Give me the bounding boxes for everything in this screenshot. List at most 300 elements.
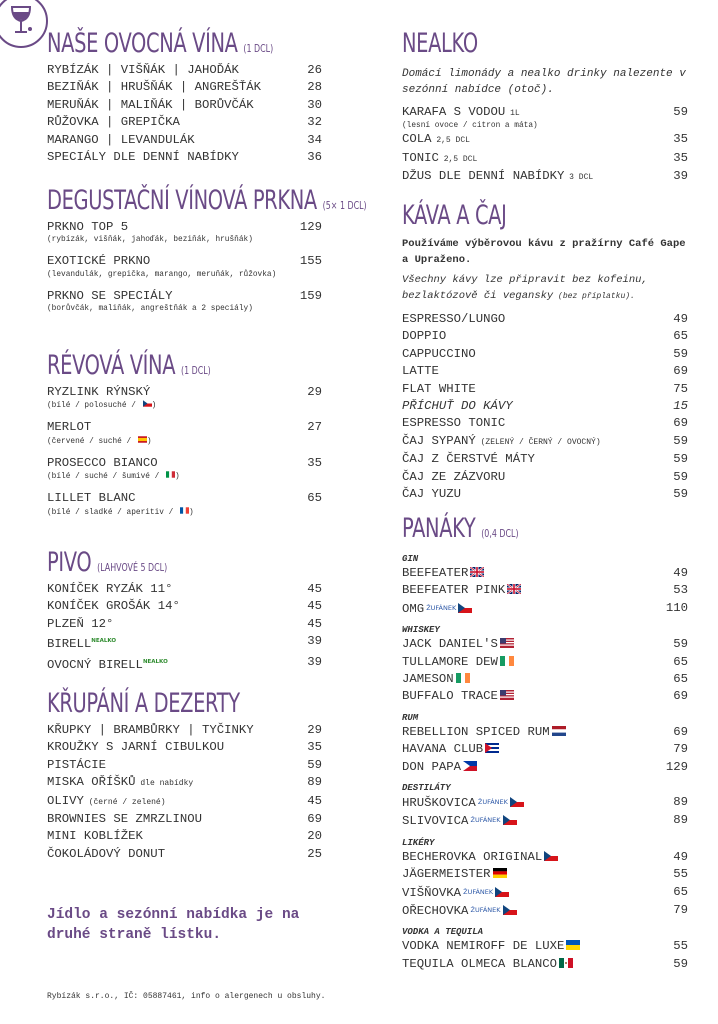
shot-category: RUM: [402, 712, 419, 723]
item-row: [402, 150, 688, 168]
item-price: 53: [673, 583, 688, 598]
shot-group: [402, 724, 688, 776]
item-price: 69: [307, 812, 322, 827]
item-price: 55: [673, 867, 688, 882]
item-price: 15: [673, 399, 688, 414]
section-title: PANÁKY (0,4 DCL): [402, 513, 519, 544]
menu-item: [402, 812, 688, 830]
item-row: [402, 724, 688, 741]
item-price: 59: [673, 637, 688, 652]
item-row: [402, 884, 688, 902]
item-note: (černé / zelené): [83, 797, 166, 807]
item-name: MISKA OŘÍŠKŮ: [47, 775, 136, 790]
item-name: KROUŽKY S JARNÍ CIBULKOU: [47, 740, 225, 755]
food-note: Jídlo a sezónní nabídka je na druhé straně lístku.: [47, 907, 300, 943]
item-price: 34: [307, 132, 322, 147]
flag-cz-icon: [458, 603, 472, 613]
menu-item: [47, 722, 322, 739]
menu-item: [47, 455, 322, 482]
item-description: (červené / suché / ): [47, 437, 152, 446]
menu-item: [402, 671, 688, 688]
flag-ua-icon: [566, 940, 580, 950]
item-row: [47, 739, 322, 756]
item-name: ČAJ ZE ZÁZVORU: [402, 469, 506, 484]
item-row: [402, 328, 688, 345]
item-row: [402, 902, 688, 920]
item-size: (ZELENÝ / ČERNÝ / OVOCNÝ): [475, 437, 601, 447]
flag-cz-icon: [510, 797, 524, 807]
item-price: 45: [307, 582, 322, 596]
item-row: [47, 384, 322, 401]
menu-item: [47, 79, 322, 96]
flag-ph-icon: [463, 761, 477, 771]
item-row: [402, 398, 688, 415]
item-name: TEQUILA OLMECA BLANCO: [402, 956, 557, 971]
menu-item: [402, 866, 688, 883]
item-name: RYZLINK RÝNSKÝ: [47, 385, 151, 399]
flag-us-icon: [500, 690, 514, 700]
menu-item: [402, 902, 688, 920]
menu-item: [47, 846, 322, 863]
section-intro: Domácí limonády a nealko drinky nalezente v sezónní nabídce (otoč).: [402, 68, 686, 96]
item-price: 27: [307, 420, 322, 435]
item-row: [47, 616, 322, 633]
item-row: [47, 114, 322, 131]
item-price: 35: [307, 740, 322, 755]
wine-glass-icon: [8, 5, 34, 35]
item-description: (lesní ovoce / citron a máta): [402, 122, 538, 131]
flag-uk-icon: [470, 567, 484, 577]
wine-glass-logo: [0, 0, 48, 48]
item-size: 2,5 DCL: [431, 136, 470, 146]
nealko-badge: NEALKO: [91, 638, 117, 645]
item-row: [402, 938, 688, 955]
flag-uk-icon: [507, 584, 521, 594]
item-price: 39: [673, 169, 688, 184]
menu-item: [402, 328, 688, 345]
shot-category: DESTILÁTY: [402, 783, 451, 794]
menu-item: [402, 759, 688, 776]
item-name: BUFFALO TRACE: [402, 689, 498, 704]
item-row: [47, 633, 322, 654]
item-name: SPECIÁLY DLE DENNÍ NABÍDKY: [47, 150, 239, 165]
item-price: 36: [307, 150, 322, 165]
menu-item: [402, 884, 688, 902]
item-name: PŘÍCHUŤ DO KÁVY: [402, 399, 513, 414]
item-price: 45: [307, 599, 322, 614]
item-row: [402, 311, 688, 328]
coffee-roaster-note: Používáme výběrovou kávu z pražírny Café Gape a Upraženo.: [402, 238, 686, 266]
item-name: ČOKOLÁDOVÝ DONUT: [47, 846, 166, 861]
item-price: 49: [673, 312, 688, 326]
item-price: 49: [673, 566, 688, 580]
item-price: 59: [673, 452, 688, 467]
item-row: [402, 956, 688, 973]
shot-group: [402, 849, 688, 921]
item-row: [47, 253, 322, 270]
menu-item: [402, 104, 688, 131]
shot-group: [402, 565, 688, 618]
item-price: 89: [307, 775, 322, 790]
flag-cz-icon: [544, 851, 558, 861]
item-row: [402, 131, 688, 149]
item-name: REBELLION SPICED RUM: [402, 724, 550, 739]
section-shots: [402, 515, 688, 973]
item-price: 110: [665, 600, 688, 615]
item-price: 59: [673, 105, 688, 119]
section-title: NAŠE OVOCNÁ VÍNA (1 DCL): [47, 28, 274, 59]
section-title: RÉVOVÁ VÍNA (1 DCL): [47, 350, 211, 381]
flag-it-icon: [166, 471, 175, 478]
shot-group: [402, 794, 688, 831]
item-row: [402, 688, 688, 705]
item-price: 39: [307, 654, 322, 669]
producer-tag: ŽUFÁNEK: [461, 887, 494, 896]
item-name: KONÍČEK RYZÁK 11°: [47, 582, 173, 596]
menu-item: [47, 793, 322, 811]
item-row: [402, 582, 688, 599]
menu-item: [402, 582, 688, 599]
menu-item: [402, 150, 688, 168]
section-title: KÁVA A ČAJ: [402, 200, 507, 231]
item-name: MERUŇÁK | MALIŇÁK | BORŮVČÁK: [47, 97, 254, 112]
coffee-options-note: Všechny kávy lze připravit bez kofeinu, bezlaktózově či vegansky (bez příplatku).: [402, 274, 648, 302]
item-note: dle nabídky: [135, 779, 194, 789]
item-name: OVOCNÝ BIRELL: [47, 657, 143, 672]
shot-group: [402, 938, 688, 973]
flag-cz-icon: [143, 400, 152, 407]
item-row: [402, 168, 688, 186]
section-fruit-wines: [47, 30, 322, 166]
item-row: [47, 811, 322, 828]
item-row: [402, 849, 688, 866]
section-tasting-boards: [47, 185, 367, 322]
menu-item: [47, 97, 322, 114]
menu-item: [402, 415, 688, 432]
menu-item: [402, 469, 688, 486]
item-description: (levandulák, grepička, marango, meruňák, růžovka): [47, 270, 277, 279]
shot-category: GIN: [402, 554, 419, 564]
shot-category: VODKA A TEQUILA: [402, 927, 484, 938]
menu-item: [47, 739, 322, 756]
item-name: CAPPUCCINO: [402, 346, 476, 361]
menu-item: [402, 688, 688, 705]
item-row: [402, 415, 688, 432]
menu-item: [402, 363, 688, 380]
item-row: [47, 219, 322, 236]
item-name: LATTE: [402, 364, 439, 379]
item-name: KONÍČEK GROŠÁK 14°: [47, 599, 180, 614]
item-name: JAMESON: [402, 671, 454, 686]
menu-item: [47, 598, 322, 615]
item-price: 89: [673, 813, 688, 828]
menu-item: [47, 581, 322, 598]
item-price: 59: [673, 469, 688, 484]
menu-item: [47, 384, 322, 411]
section-title: KŘUPÁNÍ A DEZERTY: [47, 688, 240, 719]
item-price: 59: [307, 757, 322, 772]
menu-item: [402, 956, 688, 973]
item-row: [47, 419, 322, 436]
item-price: 32: [307, 115, 322, 130]
item-row: [402, 451, 688, 468]
item-row: [402, 433, 688, 451]
item-description: (rybízák, višňák, jahoďák, beziňák, hrušňák): [47, 236, 253, 245]
item-size: 2,5 DCL: [438, 154, 478, 164]
flag-us-icon: [500, 638, 514, 648]
flag-fr-icon: [180, 507, 189, 514]
item-price: 155: [299, 254, 322, 269]
menu-item: [402, 486, 688, 503]
item-row: [402, 469, 688, 486]
item-name: HAVANA CLUB: [402, 742, 484, 757]
item-price: 159: [299, 288, 322, 303]
producer-tag: ŽUFÁNEK: [424, 603, 457, 612]
item-name: PISTÁCIE: [47, 757, 107, 772]
beer-list: [47, 581, 322, 674]
item-row: [402, 866, 688, 883]
item-row: [47, 62, 322, 79]
item-price: 35: [673, 132, 688, 147]
flag-nl-icon: [552, 726, 566, 736]
menu-item: [47, 219, 322, 245]
flag-es-icon: [138, 436, 147, 443]
flag-ie-icon: [500, 656, 514, 666]
menu-item: [402, 654, 688, 671]
item-row: [402, 363, 688, 380]
item-name: PROSECCO BIANCO: [47, 455, 158, 470]
menu-item: [47, 616, 322, 633]
menu-item: [402, 381, 688, 398]
menu-item: [47, 490, 322, 517]
item-price: 89: [673, 795, 688, 810]
item-row: [47, 774, 322, 792]
item-price: 49: [673, 849, 688, 864]
flag-cz-icon: [495, 887, 509, 897]
item-name: BEZIŇÁK | HRUŠŇÁK | ANGREŠŤÁK: [47, 80, 262, 95]
item-price: 65: [307, 491, 322, 506]
item-price: 35: [307, 455, 322, 470]
item-price: 59: [673, 487, 688, 502]
item-name: DOPPIO: [402, 329, 447, 344]
item-price: 65: [673, 884, 688, 899]
item-name: FLAT WHITE: [402, 381, 476, 396]
item-price: 79: [673, 902, 688, 917]
item-row: [402, 636, 688, 653]
item-name: COLA: [402, 132, 432, 147]
item-name: BIRELL: [47, 637, 92, 652]
item-price: 75: [673, 381, 688, 396]
item-name: OŘECHOVKA: [402, 903, 469, 918]
item-description: (borůvčák, maliňák, angreštňák a 2 speciály): [47, 305, 253, 314]
item-row: [47, 598, 322, 615]
item-name: PRKNO SE SPECIÁLY: [47, 288, 173, 303]
item-price: 39: [307, 634, 322, 649]
item-row: [402, 759, 688, 776]
item-name: ESPRESSO TONIC: [402, 416, 506, 431]
menu-item: [402, 636, 688, 653]
shot-group: [402, 636, 688, 706]
item-price: 59: [673, 956, 688, 971]
flag-ie-icon: [456, 673, 470, 683]
item-price: 69: [673, 724, 688, 739]
flag-cu-icon: [485, 743, 499, 753]
item-name: VIŠŇOVKA: [402, 885, 462, 900]
item-price: 28: [307, 80, 322, 95]
item-price: 30: [307, 97, 322, 112]
flag-de-icon: [493, 868, 507, 878]
soft-drink-list: [402, 104, 688, 187]
item-price: 55: [673, 939, 688, 954]
menu-item: [402, 794, 688, 812]
item-name: OMG: [402, 601, 425, 616]
item-name: OLIVY: [47, 793, 84, 808]
item-row: [47, 846, 322, 863]
item-name: BROWNIES SE ZMRZLINOU: [47, 812, 202, 827]
item-row: [402, 486, 688, 503]
item-name: MARANGO | LEVANDULÁK: [47, 132, 195, 147]
item-row: [47, 828, 322, 845]
item-price: 69: [673, 364, 688, 379]
section-snacks: [47, 690, 322, 863]
menu-item: [402, 600, 688, 618]
item-row: [47, 149, 322, 166]
item-name: HRUŠKOVICA: [402, 795, 476, 810]
producer-tag: ŽUFÁNEK: [475, 798, 508, 807]
item-row: [47, 722, 322, 739]
item-price: 45: [307, 616, 322, 631]
menu-item: [47, 132, 322, 149]
item-name: VODKA NEMIROFF DE LUXE: [402, 939, 565, 954]
menu-item: [402, 849, 688, 866]
item-name: ČAJ SYPANÝ: [402, 433, 476, 448]
item-name: DON PAPA: [402, 759, 462, 774]
item-price: 35: [673, 150, 688, 165]
company-imprint: Rybízák s.r.o., IČ: 05887461, info o alergenech u obsluhy.: [47, 992, 326, 1001]
menu-item: [402, 724, 688, 741]
item-row: [402, 104, 688, 122]
item-row: [47, 132, 322, 149]
menu-item: [47, 654, 322, 675]
producer-tag: ŽUFÁNEK: [468, 905, 501, 914]
item-name: LILLET BLANC: [47, 491, 136, 506]
item-price: 65: [673, 329, 688, 344]
section-beer: [47, 549, 322, 674]
menu-item: [402, 346, 688, 363]
grape-wine-list: [47, 384, 322, 518]
menu-item: [402, 168, 688, 186]
item-row: [47, 654, 322, 675]
item-name: MINI KOBLÍŽEK: [47, 829, 143, 844]
item-price: 69: [673, 689, 688, 704]
item-price: 129: [665, 759, 688, 774]
menu-item: [47, 774, 322, 792]
item-name: DŽUS DLE DENNÍ NABÍDKY: [402, 169, 565, 184]
menu-item: [402, 311, 688, 328]
item-name: TONIC: [402, 150, 439, 165]
section-title: NEALKO: [402, 28, 478, 59]
item-name: BEEFEATER: [402, 566, 469, 580]
item-row: [47, 97, 322, 114]
menu-item: [47, 253, 322, 279]
item-price: 65: [673, 654, 688, 669]
item-row: [402, 346, 688, 363]
menu-item: [47, 114, 322, 131]
item-name: KŘUPKY | BRAMBŮRKY | TYČINKY: [47, 723, 254, 737]
item-price: 29: [307, 385, 322, 399]
item-price: 59: [673, 433, 688, 448]
item-name: JACK DANIEL'S: [402, 637, 498, 652]
menu-item: [47, 811, 322, 828]
shot-category: LIKÉRY: [402, 837, 435, 848]
shot-list: [402, 553, 688, 973]
item-name: BEEFEATER PINK: [402, 583, 506, 598]
item-name: ESPRESSO/LUNGO: [402, 312, 506, 326]
flag-mx-icon: [559, 958, 573, 968]
item-row: [402, 600, 688, 618]
producer-tag: ŽUFÁNEK: [468, 816, 501, 825]
item-name: PRKNO TOP 5: [47, 220, 129, 234]
item-price: 25: [307, 846, 322, 861]
item-row: [402, 794, 688, 812]
item-name: JÄGERMEISTER: [402, 867, 491, 882]
item-price: 79: [673, 742, 688, 757]
item-name: MERLOT: [47, 420, 92, 435]
item-price: 129: [299, 220, 322, 234]
item-name: RYBÍZÁK | VIŠŇÁK | JAHOĎÁK: [47, 63, 239, 77]
item-name: PLZEŇ 12°: [47, 616, 114, 631]
item-row: [47, 455, 322, 472]
menu-item: [47, 828, 322, 845]
item-size: 1L: [505, 109, 520, 118]
menu-item: [402, 131, 688, 149]
item-row: [402, 741, 688, 758]
item-size: 3 DCL: [564, 173, 594, 183]
item-price: 20: [307, 829, 322, 844]
item-name: BECHEROVKA ORIGINAL: [402, 849, 543, 864]
item-row: [47, 490, 322, 507]
item-row: [47, 79, 322, 96]
item-price: 26: [307, 63, 322, 77]
menu-item: [402, 451, 688, 468]
item-description: (bílé / polosuché / ): [47, 402, 157, 411]
menu-item: [47, 757, 322, 774]
snack-list: [47, 722, 322, 863]
menu-item: [402, 433, 688, 451]
tasting-board-list: [47, 219, 322, 314]
item-name: TULLAMORE DEW: [402, 654, 498, 669]
item-row: [402, 812, 688, 830]
item-price: 59: [673, 346, 688, 361]
shot-category: WHISKEY: [402, 625, 440, 636]
item-name: ČAJ YUZU: [402, 487, 462, 502]
item-row: [402, 565, 688, 582]
menu-item: [402, 741, 688, 758]
section-coffee-tea: [402, 202, 688, 503]
flag-cz-icon: [503, 815, 517, 825]
item-row: [47, 757, 322, 774]
item-row: [47, 288, 322, 305]
section-title: DEGUSTAČNÍ VÍNOVÁ PRKNA (5× 1 DCL): [47, 185, 367, 216]
item-name: RŮŽOVKA | GREPIČKA: [47, 115, 180, 130]
menu-item: [47, 149, 322, 166]
section-title: PIVO (LAHVOVÉ 5 DCL): [47, 547, 168, 578]
section-grape-wines: [47, 352, 322, 526]
item-name: SLIVOVICA: [402, 814, 469, 829]
item-price: 65: [673, 671, 688, 686]
item-description: (bílé / sladké / aperitiv / ): [47, 508, 194, 517]
coffee-tea-list: [402, 311, 688, 503]
